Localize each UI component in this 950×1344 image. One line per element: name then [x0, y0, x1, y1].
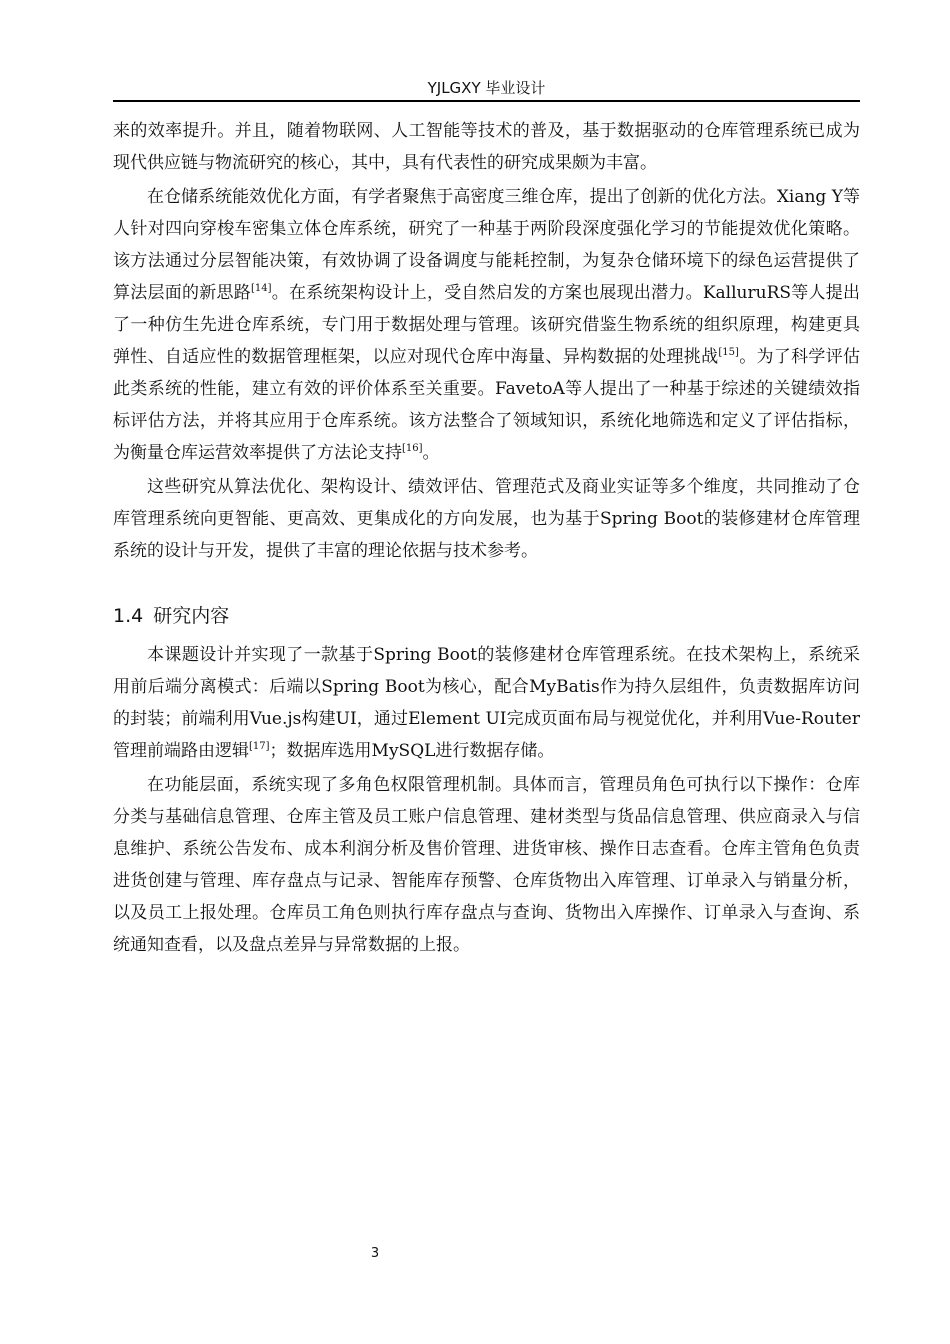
paragraph-text: 在仓储系统能效优化方面，有学者聚焦于高密度三维仓库，提出了创新的优化方法。Xiang Y等人针对四向穿梭车密集立体仓库系统，研究了一种基于两阶段深度强化学习的节能提效优化策略。该方法通过分层智能决策，有效协调了设备调度与能耗控制，为复杂仓储环境下的绿色运营提供了算法层面的新思路 [113, 187, 860, 303]
paragraph-text: 本课题设计并实现了一款基于Spring Boot的装修建材仓库管理系统。在技术架构上，系统采用前后端分离模式：后端以Spring Boot为核心，配合MyBatis作为持久层组件，负责数据库访问的封装；前端利用Vue.js构建UI，通过Element UI完成页面布局与视觉优化，并利用Vue-Router管理前端路由逻辑 [113, 645, 860, 761]
header-rule [113, 100, 860, 102]
paragraph-text: 。 [422, 443, 440, 463]
paragraph-related-research [113, 181, 860, 469]
page-header: YJLGXY 毕业设计 [427, 79, 546, 97]
paragraph-text: ；数据库选用MySQL进行数据存储。 [269, 741, 555, 761]
citation: [17] [249, 741, 270, 752]
citation: [14] [250, 283, 272, 294]
section-heading [113, 599, 860, 633]
section-number: 1.4 [113, 605, 144, 627]
paragraph-summary: 这些研究从算法优化、架构设计、绩效评估、管理范式及商业实证等多个维度，共同推动了仓库管理系统向更智能、更高效、更集成化的方向发展，也为基于Spring Boot的装修建材仓库管理系统的设计与开发，提供了丰富的理论依据与技术参考。 [113, 477, 860, 561]
document-body [113, 115, 860, 961]
citation: [15] [718, 347, 739, 358]
paragraph-architecture [113, 639, 860, 767]
citation: [16] [402, 443, 423, 454]
section-title: 研究内容 [153, 605, 230, 627]
paragraph-text: 。在系统架构设计上，受自然启发的方案也展现出潜力。KalluruRS等人提出了一种仿生先进仓库系统，专门用于数据处理与管理。该研究借鉴生物系统的组织原理，构建更具弹性、自适应性的数据管理框架，以应对现代仓库中海量、异构数据的处理挑战 [113, 283, 861, 367]
paragraph-features: 在功能层面，系统实现了多角色权限管理机制。具体而言，管理员角色可执行以下操作：仓库分类与基础信息管理、仓库主管及员工账户信息管理、建材类型与货品信息管理、供应商录入与信息维护、系统公告发布、成本利润分析及售价管理、进货审核、操作日志查看。仓库主管角色负责进货创建与管理、库存盘点与记录、智能库存预警、仓库货物出入库管理、订单录入与销量分析，以及员工上报处理。仓库员工角色则执行库存盘点与查询、货物出入库操作、订单录入与查询、系统通知查看，以及盘点差异与异常数据的上报。 [113, 775, 860, 955]
paragraph-continuation: 来的效率提升。并且，随着物联网、人工智能等技术的普及，基于数据驱动的仓库管理系统已成为现代供应链与物流研究的核心，其中，具有代表性的研究成果颇为丰富。 [113, 121, 860, 173]
page-number: 3 [370, 1246, 380, 1261]
paragraph-text: 。为了科学评估此类系统的性能，建立有效的评价体系至关重要。FavetoA等人提出了一种基于综述的关键绩效指标评估方法，并将其应用于仓库系统。该方法整合了领域知识，系统化地筛选和定义了评估指标，为衡量仓库运营效率提供了方法论支持 [113, 347, 860, 463]
